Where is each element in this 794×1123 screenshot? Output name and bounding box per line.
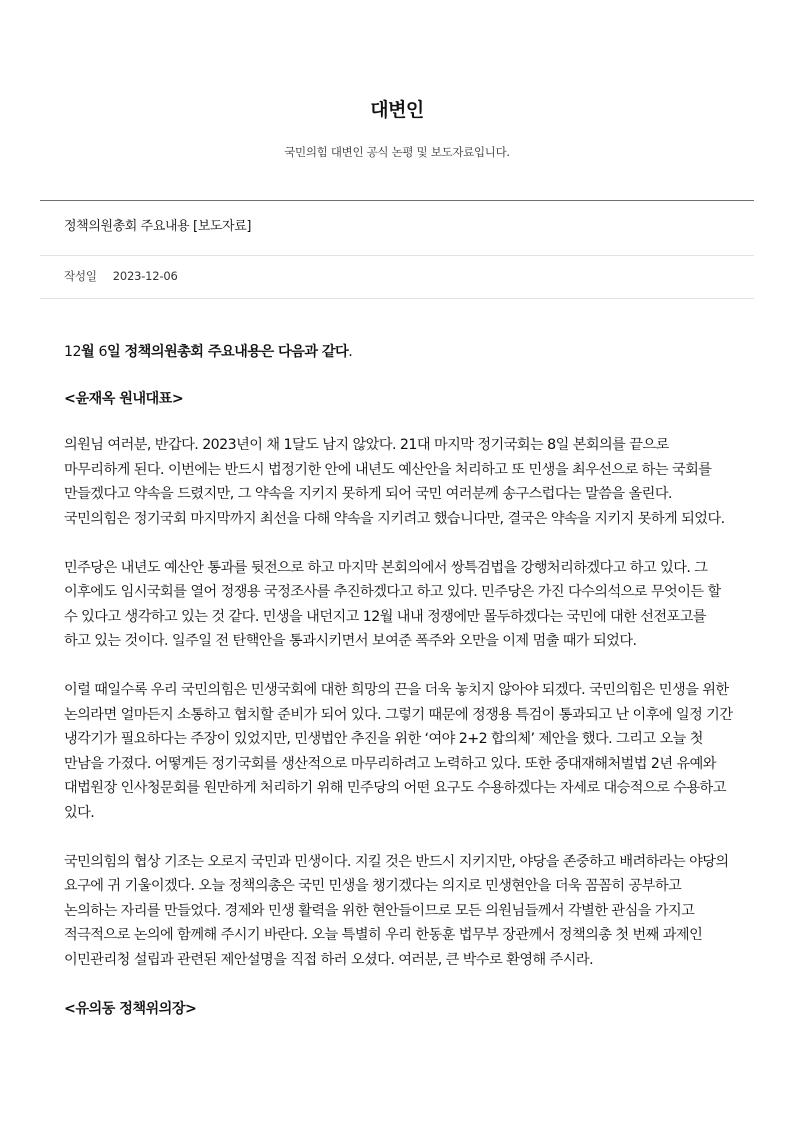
date-label: 작성일 (64, 269, 97, 283)
header-divider (40, 200, 754, 201)
lead-month: 12 (64, 344, 81, 360)
article-paragraph: 국민의힘의 협상 기조는 오로지 국민과 민생이다. 지킬 것은 반드시 지키지만, 야당을 존중하고 배려하라는 야당의 요구에 귀 기울이겠다. 오늘 정책의총은 국민 민생을 챙기겠다는 의지로 민생현안을 더욱 꼼꼼히 공부하고 논의하는 자리를 만들었다. 경제와 민생 활력을 위한 현안들이므로 모든 의원님들께서 각별한 관심을 가지고 적극적으로 논의에 함께해 주시기 바란다. 오늘 특별히 우리 한동훈 법무부 장관께서 정책의총 첫 번째 과제인 이민관리청 설립과 관련된 제안설명을 직접 하러 오셨다. 여러분, 큰 박수로 환영해 주시라. (64, 853, 729, 968)
article-paragraph: 민주당은 내년도 예산안 통과를 뒷전으로 하고 마지막 본회의에서 쌍특검법을 강행처리하겠다고 하고 있다. 그 이후에도 임시국회를 열어 정쟁용 국정조사를 추진하겠다고 하고 있다. 민주당은 가진 다수의석으로 무엇이든 할 수 있다고 생각하고 있는 것 같다. 민생을 내던지고 12월 내내 정쟁에만 몰두하겠다는 국민에 대한 선전포고를 하고 있는 것이다. 일주일 전 탄핵안을 통과시키면서 보여준 폭주와 오만을 이제 멈출 때가 되었다. (64, 559, 721, 649)
lead-text: 일 정책의원총회 주요내용은 다음과 같다 (106, 344, 349, 360)
post-date: 2023-12-06 (112, 269, 178, 283)
site-header (0, 96, 794, 160)
speaker-heading: <윤재옥 원내대표> (64, 390, 184, 407)
lead-end: . (348, 344, 353, 360)
post-title: 정책의원총회 주요내용 [보도자료] (64, 219, 252, 234)
lead-month-unit: 월 (80, 344, 99, 360)
article-paragraph: 이럴 때일수록 우리 국민의힘은 민생국회에 대한 희망의 끈을 더욱 놓치지 않아야 되겠다. 국민의힘은 민생을 위한 논의라면 얼마든지 소통하고 협치할 준비가 되어 있다. 그렇기 때문에 정쟁용 특검이 통과되고 난 이후에 일정 기간 냉각기가 필요하다는 주장이 있었지만, 민생법안 추진을 위한 ‘여야 2+2 합의체’ 제안을 했다. 그리고 오늘 첫 만남을 가졌다. 어떻게든 정기국회를 생산적으로 마무리하려고 노력하고 있다. 또한 중대재해처벌법 2년 유예와 대법원장 인사청문회를 원만하게 처리하기 위해 민주당의 어떤 요구도 수용하겠다는 자세로 대승적으로 수용하고 있다. (64, 682, 733, 821)
post-meta (64, 266, 178, 286)
title-divider (40, 255, 754, 256)
article-paragraph: 의원님 여러분, 반갑다. 2023년이 채 1달도 남지 않았다. 21대 마지막 정기국회는 8일 본회의를 끝으로 마무리하게 된다. 이번에는 반드시 법정기한 안에 내년도 예산안을 처리하고 또 민생을 최우선으로 하는 국회를 만들겠다고 약속을 드렸지만, 그 약속을 지키지 못하게 되어 국민 여러분께 송구스럽다는 말씀을 올린다. 국민의힘은 정기국회 마지막까지 최선을 다해 약속을 지키려고 했습니다만, 결국은 약속을 지키지 못하게 되었다. (64, 437, 725, 527)
site-description: 국민의힘 대변인 공식 논평 및 보도자료입니다. (284, 145, 510, 159)
speaker-heading: <유의동 정책위의장> (64, 1000, 197, 1017)
article-lead (64, 340, 734, 365)
lead-day: 6 (98, 344, 107, 360)
site-title: 대변인 (370, 99, 424, 121)
article-body (64, 340, 734, 1043)
meta-divider (40, 298, 754, 299)
